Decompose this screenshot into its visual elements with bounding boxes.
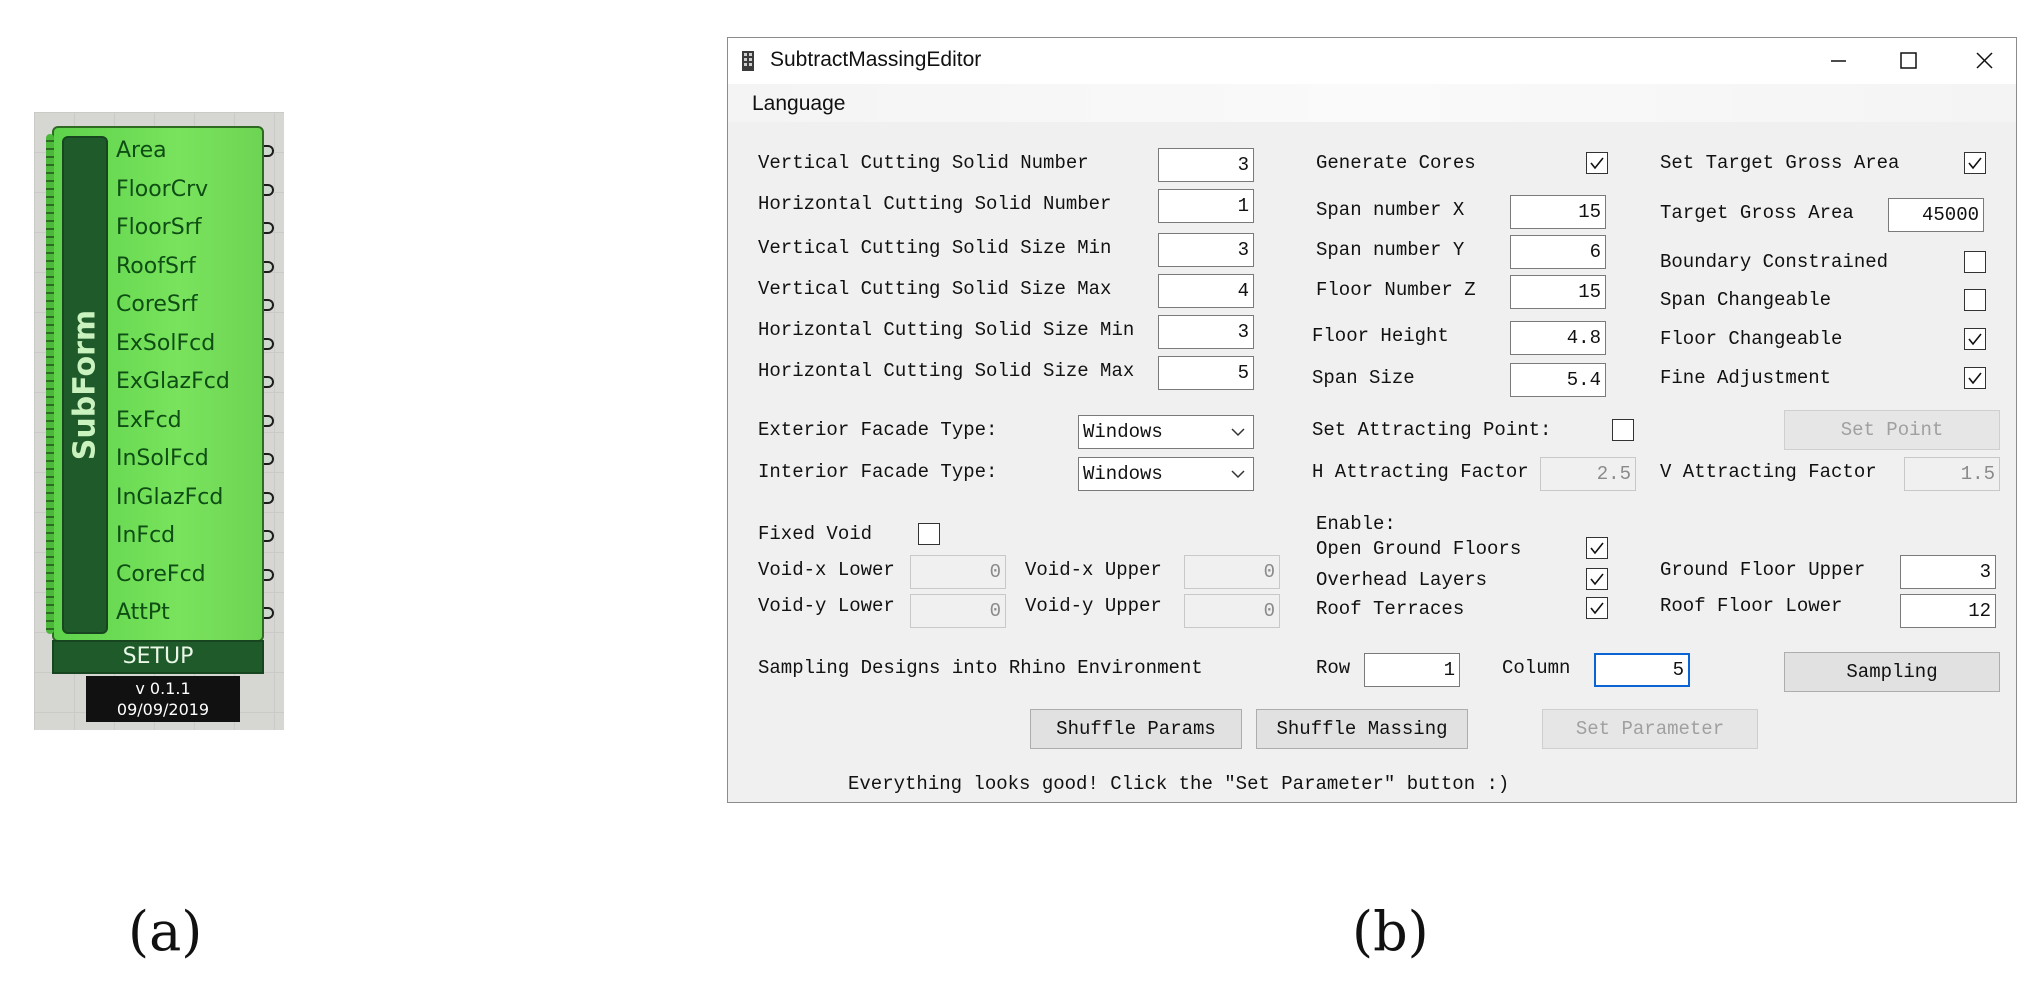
set-point-button[interactable]: Set Point	[1784, 410, 2000, 450]
checkmark-icon	[1967, 331, 1983, 347]
output-param[interactable]	[116, 325, 264, 364]
span-y-input[interactable]: 6	[1510, 235, 1606, 269]
output-param[interactable]	[116, 171, 264, 210]
horizontal-min-label: Horizontal Cutting Solid Size Min	[758, 319, 1135, 341]
maximize-button[interactable]	[1878, 38, 1938, 84]
horizontal-max-label: Horizontal Cutting Solid Size Max	[758, 360, 1135, 382]
output-param[interactable]	[116, 556, 264, 595]
vertical-number-input[interactable]: 3	[1158, 148, 1254, 182]
vertical-max-input[interactable]: 4	[1158, 274, 1254, 308]
row-input[interactable]: 1	[1364, 653, 1460, 687]
checkmark-icon	[1589, 155, 1605, 171]
output-list	[116, 132, 264, 633]
output-port-icon[interactable]	[264, 569, 274, 581]
ground-upper-label: Ground Floor Upper	[1660, 559, 1866, 581]
open-ground-checkbox[interactable]	[1586, 537, 1608, 559]
output-param[interactable]	[116, 363, 264, 402]
output-param-label: Area	[116, 138, 167, 163]
output-param-label: InSolFcd	[116, 446, 209, 471]
exterior-facade-select[interactable]	[1078, 415, 1254, 449]
void-y-lower-label: Void-y Lower	[758, 595, 895, 617]
minimize-icon	[1808, 38, 1868, 84]
output-param[interactable]	[116, 402, 264, 441]
output-port-icon[interactable]	[264, 261, 274, 273]
checkmark-icon	[1589, 571, 1605, 587]
column-label: Column	[1502, 657, 1571, 679]
component-name: SubForm	[67, 309, 103, 461]
caption-b: (b)	[1352, 900, 1429, 963]
chevron-down-icon	[1231, 428, 1245, 437]
minimize-button[interactable]	[1808, 38, 1868, 84]
date-label: 09/09/2019	[116, 700, 210, 719]
fine-adjust-checkbox[interactable]	[1964, 367, 1986, 389]
output-port-icon[interactable]	[264, 376, 274, 388]
grasshopper-canvas	[34, 112, 284, 730]
vertical-max-label: Vertical Cutting Solid Size Max	[758, 278, 1112, 300]
output-param[interactable]	[116, 286, 264, 325]
caption-a: (a)	[128, 900, 203, 963]
interior-facade-value: Windows	[1083, 463, 1163, 485]
floor-changeable-label: Floor Changeable	[1660, 328, 1843, 350]
interior-facade-select[interactable]	[1078, 457, 1254, 491]
v-factor-input[interactable]: 1.5	[1904, 457, 2000, 491]
floor-height-input[interactable]: 4.8	[1510, 321, 1606, 355]
window-title: SubtractMassingEditor	[770, 48, 982, 71]
fine-adjust-label: Fine Adjustment	[1660, 367, 1832, 389]
column-input[interactable]: 5	[1594, 653, 1690, 687]
exterior-facade-value: Windows	[1083, 421, 1163, 443]
floor-z-input[interactable]: 15	[1510, 275, 1606, 309]
menu-bar	[728, 84, 2016, 122]
maximize-icon	[1878, 38, 1938, 84]
output-port-icon[interactable]	[264, 492, 274, 504]
void-x-lower-input[interactable]: 0	[910, 555, 1006, 589]
checkmark-icon	[1589, 540, 1605, 556]
component-name-bar	[62, 136, 108, 634]
subform-component[interactable]	[52, 126, 264, 642]
output-port-icon[interactable]	[264, 415, 274, 427]
span-size-input[interactable]: 5.4	[1510, 363, 1606, 397]
v-factor-label: V Attracting Factor	[1660, 461, 1877, 483]
attract-point-checkbox[interactable]	[1612, 419, 1634, 441]
void-x-upper-input[interactable]: 0	[1184, 555, 1280, 589]
fixed-void-label: Fixed Void	[758, 523, 873, 545]
horizontal-max-input[interactable]: 5	[1158, 356, 1254, 390]
roof-terraces-checkbox[interactable]	[1586, 597, 1608, 619]
boundary-label: Boundary Constrained	[1660, 251, 1889, 273]
void-y-lower-input[interactable]: 0	[910, 594, 1006, 628]
output-param-label: FloorCrv	[116, 176, 209, 202]
menu-language[interactable]: Language	[752, 92, 846, 115]
output-param-label: RoofSrf	[116, 253, 196, 279]
output-param[interactable]	[116, 479, 264, 518]
open-ground-label: Open Ground Floors	[1316, 538, 1522, 560]
output-param[interactable]	[116, 517, 264, 556]
overhead-label: Overhead Layers	[1316, 569, 1488, 591]
set-target-label: Set Target Gross Area	[1660, 152, 1900, 174]
version-info	[86, 676, 240, 722]
span-x-label: Span number X	[1316, 199, 1465, 221]
editor-content	[728, 122, 2016, 802]
title-bar	[728, 38, 2016, 84]
output-param-label: ExGlazFcd	[116, 369, 230, 394]
output-param[interactable]	[116, 132, 264, 171]
output-param[interactable]	[116, 594, 264, 633]
checkmark-icon	[1589, 600, 1605, 616]
checkmark-icon	[1967, 155, 1983, 171]
setup-bar[interactable]: SETUP	[52, 640, 264, 674]
output-param[interactable]	[116, 209, 264, 248]
vertical-min-label: Vertical Cutting Solid Size Min	[758, 237, 1112, 259]
floor-z-label: Floor Number Z	[1316, 279, 1476, 301]
output-param-label: ExSolFcd	[116, 330, 216, 356]
span-size-label: Span Size	[1312, 367, 1415, 389]
close-icon	[1954, 38, 2014, 84]
enable-label: Enable:	[1316, 513, 1396, 535]
overhead-checkbox[interactable]	[1586, 568, 1608, 590]
output-port-icon[interactable]	[264, 222, 274, 234]
sampling-button[interactable]: Sampling	[1784, 652, 2000, 692]
output-port-icon[interactable]	[264, 184, 274, 196]
set-target-checkbox[interactable]	[1964, 152, 1986, 174]
void-y-upper-label: Void-y Upper	[1025, 595, 1162, 617]
output-param-label: InGlazFcd	[116, 484, 224, 510]
span-y-label: Span number Y	[1316, 239, 1465, 261]
output-port-icon[interactable]	[264, 338, 274, 350]
span-x-input[interactable]: 15	[1510, 195, 1606, 229]
shuffle-massing-button[interactable]: Shuffle Massing	[1256, 709, 1468, 749]
output-port-icon[interactable]	[264, 607, 274, 619]
app-icon	[740, 50, 756, 72]
roof-lower-label: Roof Floor Lower	[1660, 595, 1843, 617]
version-label: v 0.1.1	[135, 679, 191, 698]
output-param-label: InFcd	[116, 523, 176, 548]
floor-height-label: Floor Height	[1312, 325, 1449, 347]
target-area-label: Target Gross Area	[1660, 202, 1854, 224]
horizontal-number-label: Horizontal Cutting Solid Number	[758, 193, 1112, 215]
shuffle-params-button[interactable]: Shuffle Params	[1030, 709, 1242, 749]
span-changeable-label: Span Changeable	[1660, 289, 1832, 311]
floor-changeable-checkbox[interactable]	[1964, 328, 1986, 350]
target-area-input[interactable]: 45000	[1888, 198, 1984, 232]
horizontal-number-input[interactable]: 1	[1158, 189, 1254, 223]
output-param-label: AttPt	[116, 600, 170, 625]
void-x-upper-label: Void-x Upper	[1025, 559, 1162, 581]
h-factor-input[interactable]: 2.5	[1540, 457, 1636, 491]
roof-lower-input[interactable]: 12	[1900, 594, 1996, 628]
checkmark-icon	[1967, 370, 1983, 386]
status-message: Everything looks good! Click the "Set Parameter" button :)	[848, 773, 1510, 795]
horizontal-min-input[interactable]: 3	[1158, 315, 1254, 349]
output-param-label: ExFcd	[116, 407, 182, 433]
set-parameter-button[interactable]: Set Parameter	[1542, 709, 1758, 749]
interior-facade-label: Interior Facade Type:	[758, 461, 998, 483]
span-changeable-checkbox[interactable]	[1964, 289, 1986, 311]
void-y-upper-input[interactable]: 0	[1184, 594, 1280, 628]
sampling-label: Sampling Designs into Rhino Environment	[758, 657, 1203, 679]
output-param-label: FloorSrf	[116, 215, 202, 240]
output-param-label: CoreFcd	[116, 561, 206, 587]
ground-upper-input[interactable]: 3	[1900, 555, 1996, 589]
generate-cores-checkbox[interactable]	[1586, 152, 1608, 174]
chevron-down-icon	[1231, 470, 1245, 479]
output-port-icon[interactable]	[264, 299, 274, 311]
vertical-min-input[interactable]: 3	[1158, 233, 1254, 267]
output-port-icon[interactable]	[264, 530, 274, 542]
output-port-icon[interactable]	[264, 145, 274, 157]
output-param[interactable]	[116, 440, 264, 479]
generate-cores-label: Generate Cores	[1316, 152, 1476, 174]
roof-terraces-label: Roof Terraces	[1316, 598, 1465, 620]
close-button[interactable]	[1954, 38, 2014, 84]
h-factor-label: H Attracting Factor	[1312, 461, 1529, 483]
exterior-facade-label: Exterior Facade Type:	[758, 419, 998, 441]
row-label: Row	[1316, 657, 1351, 679]
boundary-checkbox[interactable]	[1964, 251, 1986, 273]
output-port-icon[interactable]	[264, 453, 274, 465]
void-x-lower-label: Void-x Lower	[758, 559, 895, 581]
fixed-void-checkbox[interactable]	[918, 523, 940, 545]
attract-point-label: Set Attracting Point:	[1312, 419, 1552, 441]
output-param[interactable]	[116, 248, 264, 287]
vertical-number-label: Vertical Cutting Solid Number	[758, 152, 1089, 174]
subtract-massing-editor-window	[727, 37, 2017, 803]
output-param-label: CoreSrf	[116, 292, 198, 317]
